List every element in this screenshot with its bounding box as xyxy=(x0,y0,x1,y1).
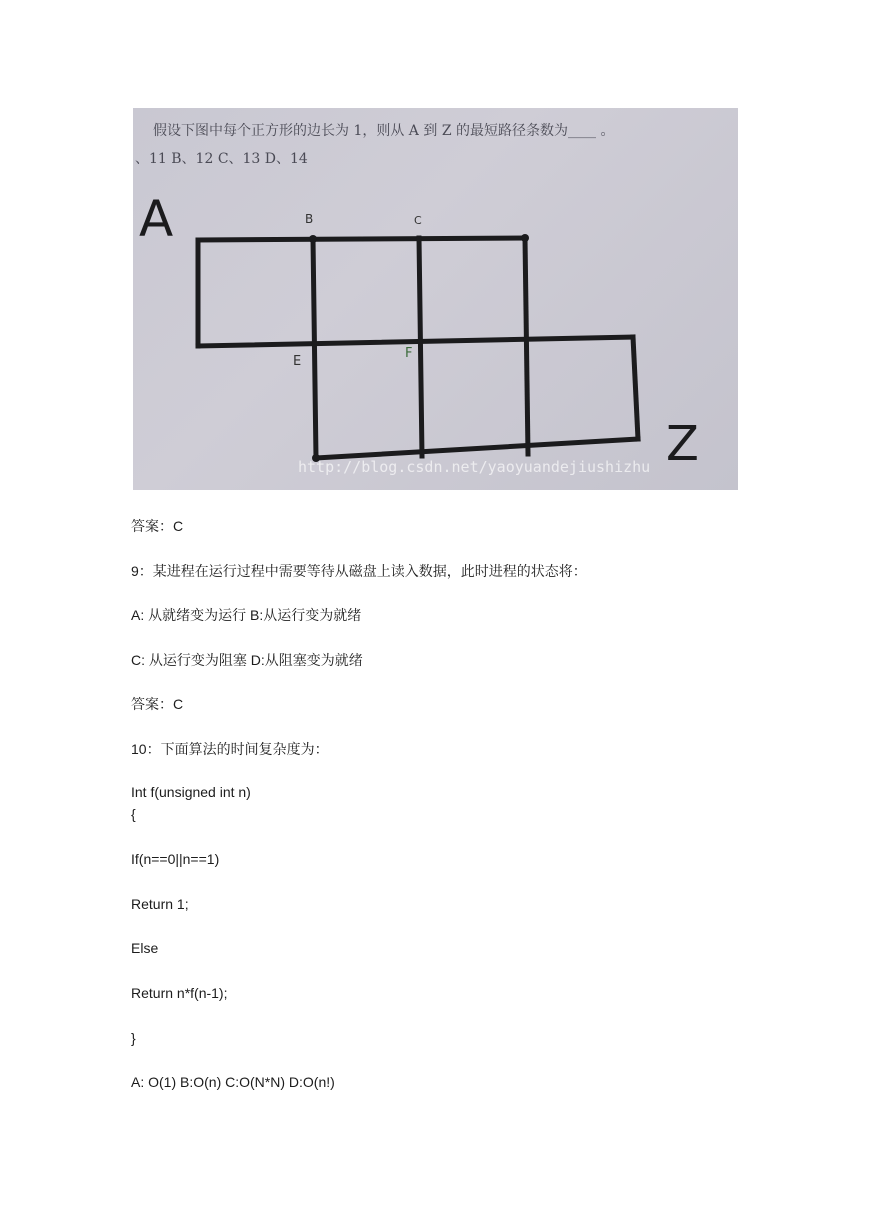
code-line-3: If(n==0||n==1) xyxy=(131,851,220,867)
answer-line-1: 答案：C xyxy=(131,518,184,534)
code-line-2: { xyxy=(131,806,136,822)
code-line-6: Return n*f(n-1); xyxy=(131,985,228,1001)
question-9-options-cd: C: 从运行变为阻塞 D:从阻塞变为就绪 xyxy=(131,652,363,668)
watermark: http://blog.csdn.net/yaoyuandejiushizhu xyxy=(298,458,651,476)
code-line-4: Return 1; xyxy=(131,896,189,912)
code-line-5: Else xyxy=(131,940,159,956)
question-10-options: A: O(1) B:O(n) C:O(N*N) D:O(n!) xyxy=(131,1074,335,1090)
photo-question-text: 假设下图中每个正方形的边长为 1，则从 A 到 Z 的最短路径条数为____ 。 xyxy=(153,123,615,139)
node-c-label: C xyxy=(414,214,422,227)
node-b-label: B xyxy=(305,212,314,226)
question-9-options-ab: A: 从就绪变为运行 B:从运行变为就绪 xyxy=(131,607,362,623)
question-10: 10：下面算法的时间复杂度为： xyxy=(131,741,329,757)
photo-options-text: 、11 B、12 C、13 D、14 xyxy=(135,151,308,167)
answer-line-2: 答案：C xyxy=(131,696,184,712)
code-line-1: Int f(unsigned int n) xyxy=(131,784,251,800)
question-9: 9：某进程在运行过程中需要等待从磁盘上读入数据，此时进程的状态将： xyxy=(131,563,587,579)
node-b-dot xyxy=(309,235,317,243)
node-f-label: F xyxy=(405,346,413,361)
code-line-7: } xyxy=(131,1030,136,1046)
label-z: Z xyxy=(666,416,699,472)
node-d-dot xyxy=(521,234,529,242)
label-a: A xyxy=(139,190,174,248)
question-photo xyxy=(133,108,738,490)
node-e-label: E xyxy=(293,354,302,369)
